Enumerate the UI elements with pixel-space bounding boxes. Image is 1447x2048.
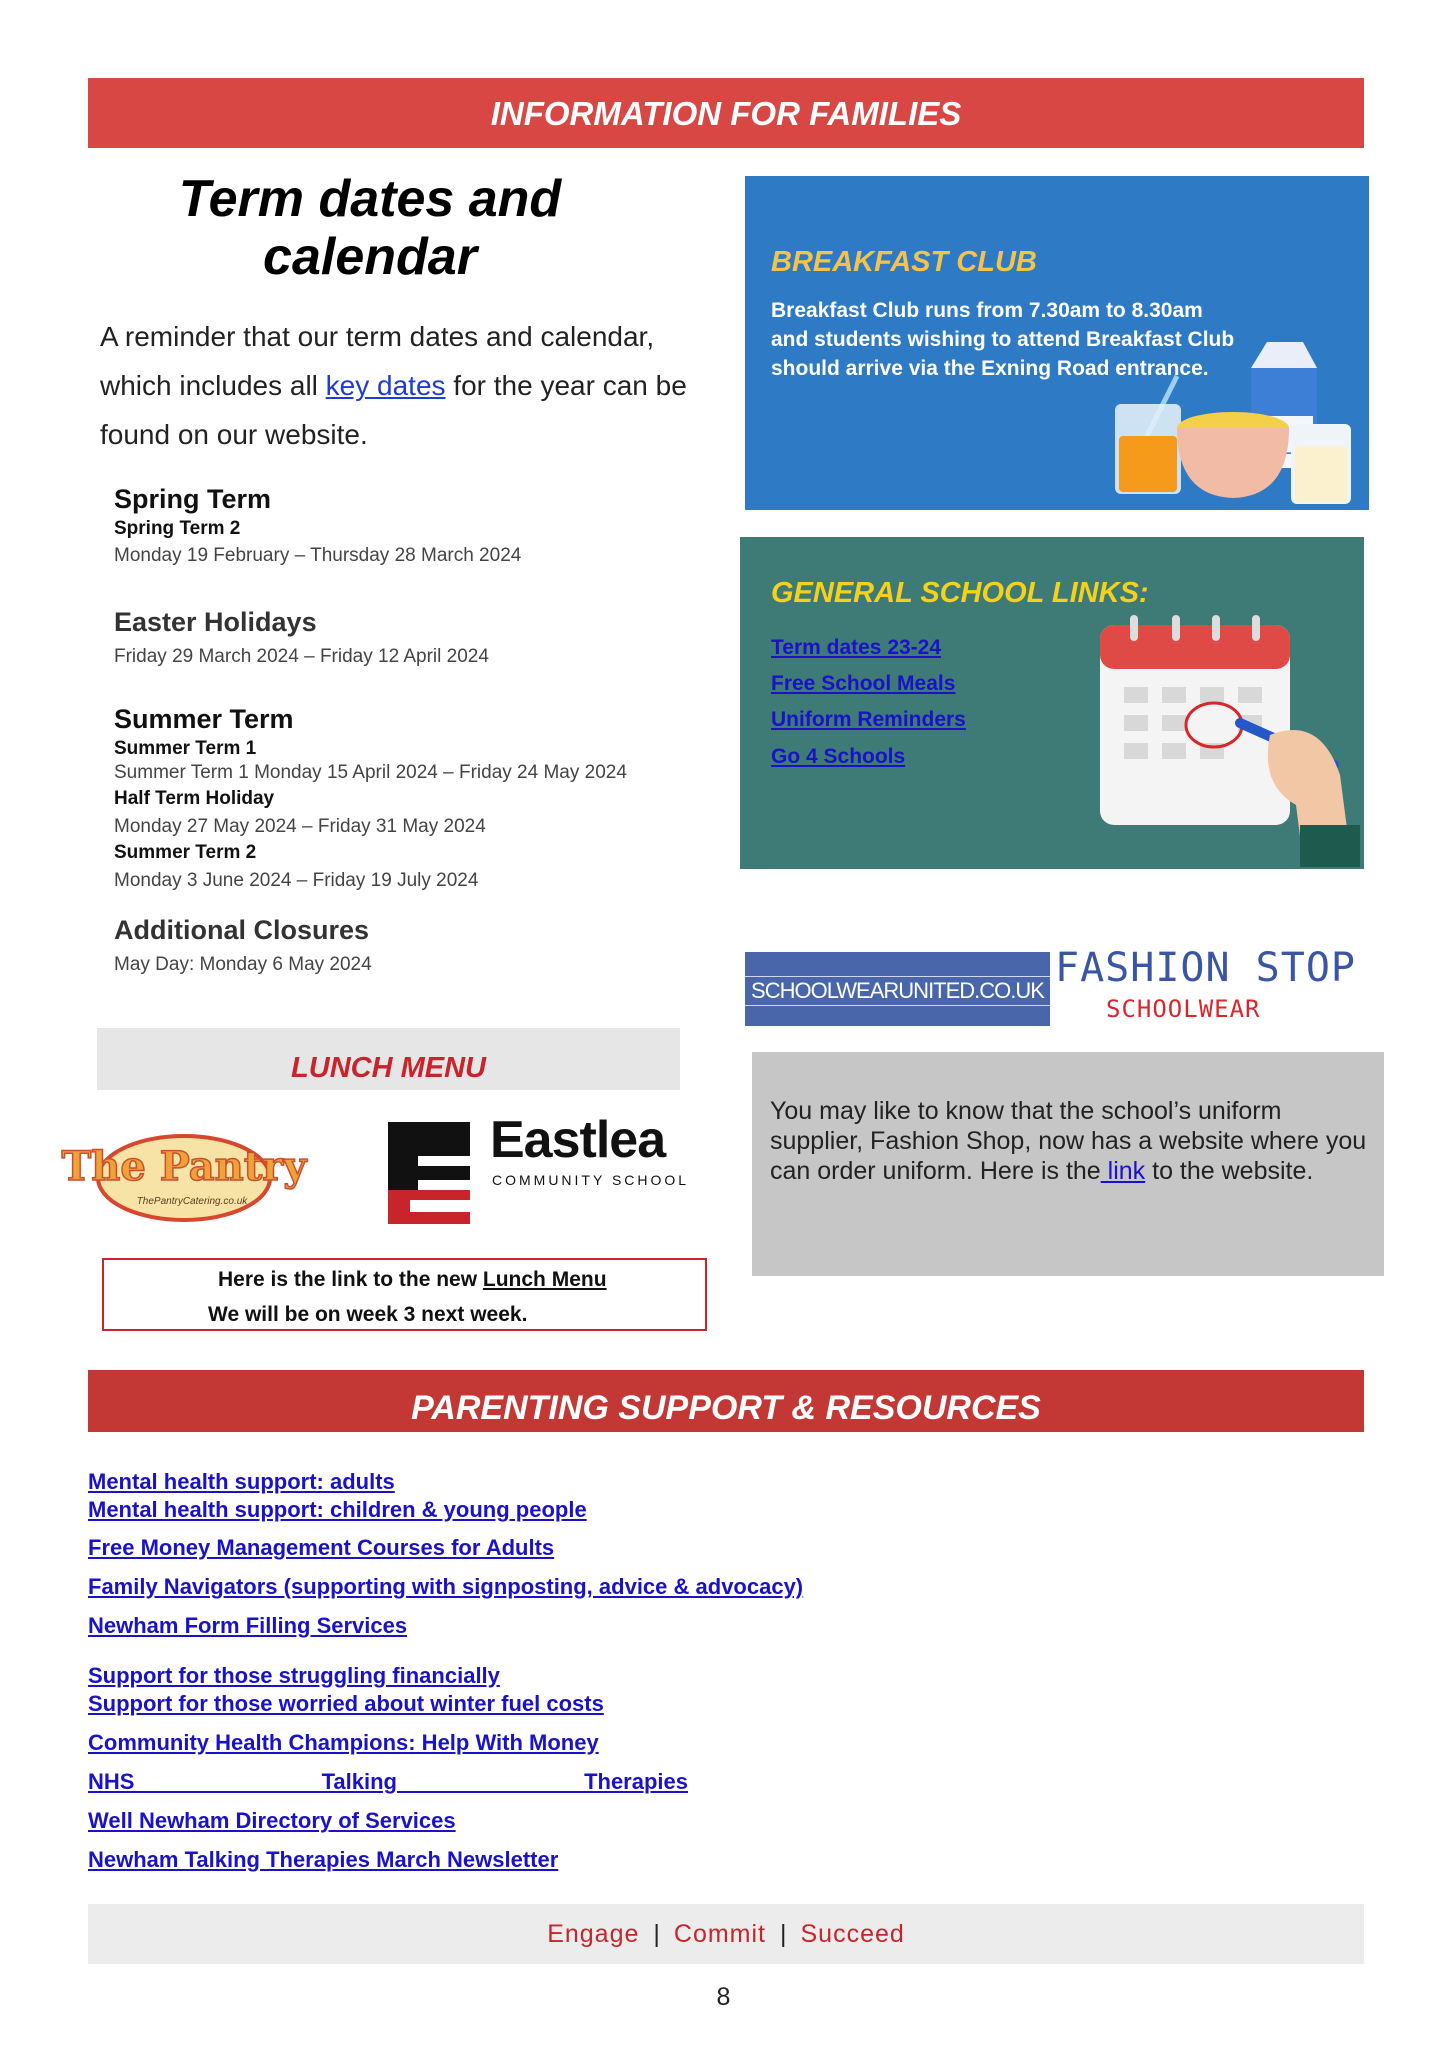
footer-succeed: Succeed [800, 1920, 905, 1948]
footer-separator: | [780, 1920, 787, 1948]
information-banner-title: INFORMATION FOR FAMILIES [490, 95, 962, 132]
spring-term-dates: Monday 19 February – Thursday 28 March 2024 [114, 545, 522, 566]
eastlea-logo-mark [388, 1122, 470, 1224]
parenting-link[interactable]: Newham Talking Therapies March Newsletter [88, 1847, 559, 1872]
calendar-icon [1090, 605, 1360, 867]
parenting-link[interactable]: Well Newham Directory of Services [88, 1808, 456, 1833]
easter-holidays-heading: Easter Holidays [114, 607, 317, 637]
parenting-link[interactable]: Mental health support: adults [88, 1469, 395, 1494]
term-intro-paragraph [100, 312, 720, 459]
parenting-link[interactable]: Community Health Champions: Help With Money [88, 1730, 599, 1755]
summer-term-heading: Summer Term [114, 704, 294, 734]
go-4-schools-link[interactable]: Go 4 Schools [771, 745, 906, 768]
footer-bar [88, 1904, 1364, 1964]
pantry-logo [61, 1116, 307, 1224]
term-intro-text-before: A reminder that our term dates and calendar, which includes all [100, 321, 655, 401]
parenting-link[interactable]: NHS Talking Therapies [88, 1769, 688, 1794]
uniform-reminders-link[interactable]: Uniform Reminders [771, 708, 966, 731]
eastlea-school-subtitle: COMMUNITY SCHOOL [492, 1172, 690, 1188]
term-intro-text-after: for the year can be found on our website. [100, 370, 687, 450]
eastlea-school-name: Eastlea [490, 1111, 666, 1169]
breakfast-club-title: BREAKFAST CLUB [771, 246, 1037, 278]
fashion-stop-logo-subtitle: SCHOOLWEAR [1106, 995, 1261, 1023]
milk-carton-top [1251, 342, 1317, 368]
schoolwear-united-logo [745, 952, 1050, 1026]
breakfast-club-text: Breakfast Club runs from 7.30am to 8.30am and students wishing to attend Breakfast Club should arrive via the Exning Road entrance. [771, 299, 1235, 380]
cereal-bowl-icon [1177, 428, 1289, 498]
breakfast-illustration [1085, 326, 1369, 510]
summer-term-2-label: Summer Term 2 [114, 842, 257, 863]
pantry-logo-text: The Pantry [61, 1143, 307, 1190]
parenting-link[interactable]: Family Navigators (supporting with signposting, advice & advocacy) [88, 1574, 804, 1599]
half-term-dates: Monday 27 May 2024 – Friday 31 May 2024 [114, 816, 486, 837]
term-dates-title [130, 170, 610, 286]
summer-term-1-dates: Summer Term 1 Monday 15 April 2024 – Friday 24 May 2024 [114, 762, 627, 783]
schoolwear-united-logo-text: SCHOOLWEARUNITED.CO.UK [745, 976, 1050, 1006]
general-school-links-title: GENERAL SCHOOL LINKS: [771, 577, 1149, 609]
lunch-menu-link[interactable]: Lunch Menu [482, 1268, 607, 1291]
pantry-logo-url: ThePantryCatering.co.uk [136, 1196, 248, 1207]
term-title-line-1: Term dates and [178, 170, 562, 228]
footer-engage: Engage [547, 1920, 640, 1948]
breakfast-club-panel [745, 176, 1369, 510]
uniform-text-after: to the website. [1145, 1157, 1314, 1185]
free-school-meals-link[interactable]: Free School Meals [771, 672, 956, 695]
parenting-link[interactable]: Free Money Management Courses for Adults [88, 1535, 555, 1560]
uniform-info-box [752, 1052, 1384, 1276]
lunch-menu-notice [102, 1258, 707, 1331]
information-banner [88, 78, 1364, 148]
parenting-link[interactable]: Newham Form Filling Services [88, 1613, 408, 1638]
parenting-link[interactable]: Mental health support: children & young people [88, 1497, 587, 1522]
term-dates-link[interactable]: Term dates 23-24 [771, 636, 942, 659]
spring-term-heading: Spring Term [114, 484, 272, 514]
additional-closures-dates: May Day: Monday 6 May 2024 [114, 954, 372, 975]
half-term-label: Half Term Holiday [114, 788, 275, 809]
uniform-info-text [770, 1096, 1370, 1186]
lunch-menu-line-1-text: Here is the link to the new [218, 1268, 483, 1291]
page-number: 8 [716, 1983, 731, 2011]
summer-term-2-dates: Monday 3 June 2024 – Friday 19 July 2024 [114, 870, 479, 891]
lunch-menu-line-1 [218, 1268, 607, 1292]
parenting-support-banner-title: PARENTING SUPPORT & RESOURCES [411, 1389, 1041, 1427]
fashion-stop-logo: FASHION STOP [1055, 945, 1356, 991]
additional-closures-heading: Additional Closures [114, 915, 370, 945]
uniform-text-before: You may like to know that the school’s uniform supplier, Fashion Shop, now has a website where you can order uniform. Here is the [770, 1097, 1367, 1185]
parenting-link[interactable]: Support for those struggling financially [88, 1663, 500, 1688]
footer-commit: Commit [673, 1920, 766, 1948]
parenting-support-banner [88, 1370, 1364, 1432]
lunch-menu-title: LUNCH MENU [291, 1052, 486, 1084]
lunch-menu-line-2: We will be on week 3 next week. [208, 1303, 528, 1326]
parenting-link[interactable]: Support for those worried about winter fuel costs [88, 1691, 604, 1716]
general-school-links-panel [740, 537, 1364, 869]
term-title-line-2: calendar [263, 228, 477, 286]
spring-term-2-label: Spring Term 2 [114, 518, 241, 539]
easter-holidays-dates: Friday 29 March 2024 – Friday 12 April 2024 [114, 646, 489, 667]
summer-term-1-label: Summer Term 1 [114, 738, 257, 759]
key-dates-link[interactable]: key dates [325, 370, 446, 401]
uniform-website-link[interactable]: link [1100, 1157, 1146, 1185]
footer-separator: | [653, 1920, 660, 1948]
